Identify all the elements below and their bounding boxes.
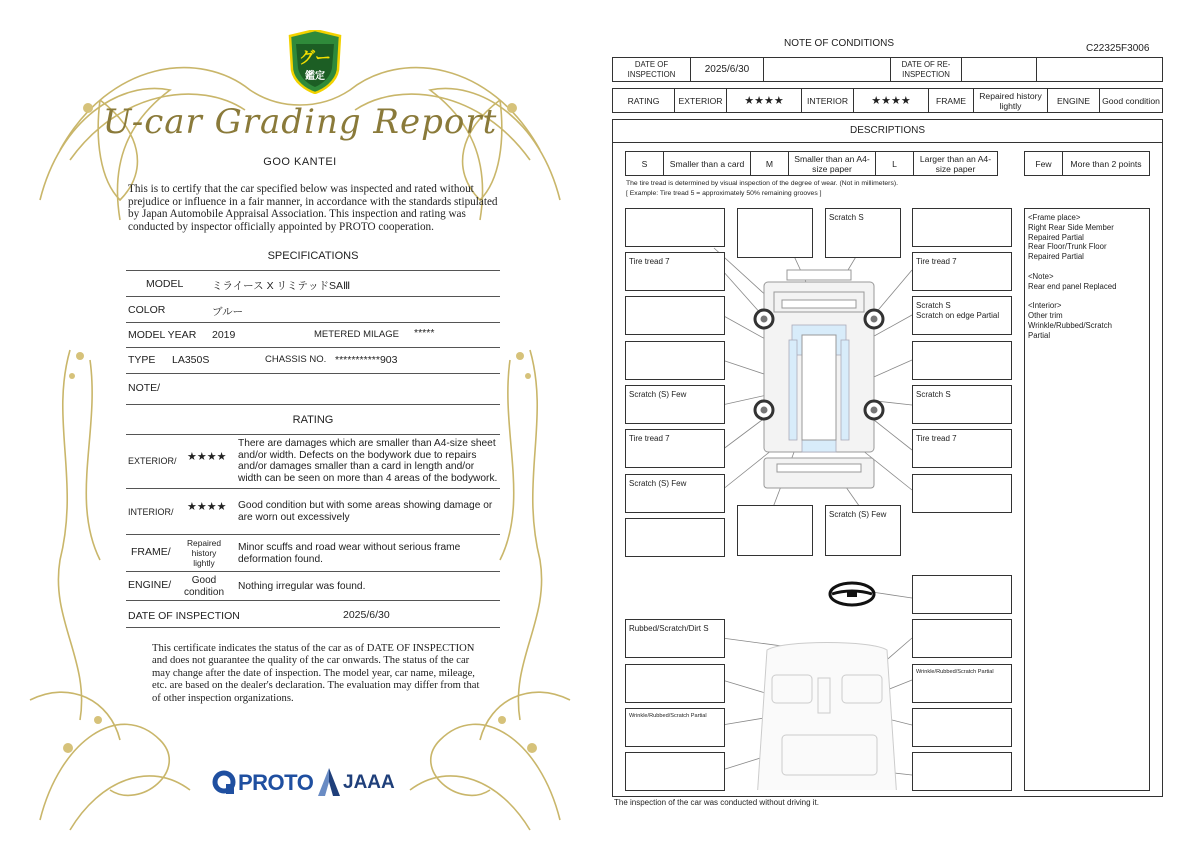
annotation-text: Tire tread 7 — [629, 257, 670, 266]
annotation-text: Tire tread 7 — [629, 434, 670, 443]
chassis-label: CHASSIS NO. — [265, 354, 327, 365]
divider — [126, 488, 500, 489]
legend-few: Few — [1025, 152, 1063, 175]
annotation-text: Wrinkle/Rubbed/Scratch Partial — [916, 669, 994, 675]
legend-l-desc: Larger than an A4-size paper — [919, 153, 992, 174]
exterior-description: There are damages which are smaller than A4-size sheet and/or width. Defects on the bodywork due to repairs and/or damages smaller than a card in length and/or width can be seen on more than 4 areas of the bodywork. — [238, 438, 498, 484]
divider — [126, 373, 500, 374]
type-value: LA350S — [172, 354, 210, 366]
color-value: ブルー — [212, 306, 244, 318]
exterior-box-right-1 — [912, 208, 1012, 247]
size-legend — [625, 151, 998, 176]
jaaa-logo-icon — [318, 768, 340, 796]
exterior-box-left-6 — [625, 429, 725, 468]
exterior-label: EXTERIOR/ — [128, 456, 177, 466]
steering-wheel-icon — [830, 583, 874, 605]
jaaa-logo: JAAA — [343, 772, 395, 793]
interior-description: Good condition but with some areas showing damage or are worn out excessively — [238, 500, 493, 523]
interior-box-right-3 — [912, 664, 1012, 703]
divider — [126, 404, 500, 405]
divider — [126, 571, 500, 572]
interior-box-right-1 — [912, 575, 1012, 614]
interior-box-left-4 — [625, 752, 725, 791]
exterior-box-left-7 — [625, 474, 725, 513]
milage-label: METERED MILAGE — [314, 329, 399, 340]
date-blank — [764, 58, 891, 81]
date-label: DATE OF INSPECTION — [128, 610, 240, 622]
note-footer: The inspection of the car was conducted without driving it. — [614, 798, 819, 807]
exterior-box-left-5 — [625, 385, 725, 424]
annotation-text: Scratch S — [916, 390, 951, 399]
annotation-text: Scratch (S) Few — [629, 390, 687, 399]
exterior-label: EXTERIOR — [675, 89, 727, 112]
tire-note-2: [ Example: Tire tread 5 = approximately 50% remaining grooves ] — [626, 190, 822, 197]
reinspection-value — [962, 58, 1037, 81]
exterior-box-left-1 — [625, 208, 725, 247]
exterior-box-left-2 — [625, 252, 725, 291]
certificate-intro: This is to certify that the car specified below was inspected and rated without prejudice or influence in a fair manner, in accordance with the standards stipulated by Japan Automobile Appraisal Association. This inspection and rating was conducted by inspector officially appointed by PROTO cooperation. — [128, 183, 498, 233]
svg-text:鑑定: 鑑定 — [305, 71, 325, 82]
divider — [126, 296, 500, 297]
remark-line: Rear end panel Replaced — [1028, 281, 1117, 291]
reinspection-label: DATE OF RE-INSPECTION — [891, 58, 962, 81]
few-legend — [1024, 151, 1150, 176]
legend-m-desc: Smaller than an A4-size paper — [789, 152, 876, 175]
interior-label: INTERIOR/ — [128, 507, 174, 517]
note-heading-remark: <Note> — [1028, 271, 1054, 281]
interior-box-right-2 — [912, 619, 1012, 658]
exterior-box-right-2 — [912, 252, 1012, 291]
annotation-text: Scratch on edge Partial — [916, 311, 1000, 320]
note-heading: NOTE OF CONDITIONS — [784, 38, 894, 49]
certificate-subtitle: GOO KANTEI — [263, 156, 337, 168]
exterior-box-left-3 — [625, 296, 725, 335]
interior-box-right-4 — [912, 708, 1012, 747]
engine-label: ENGINE/ — [128, 579, 172, 591]
rating-row — [612, 88, 1163, 113]
interior-stars: ★★★★ — [854, 89, 929, 112]
annotation-text: Wrinkle/Rubbed/Scratch Partial — [629, 713, 707, 719]
legend-m: M — [751, 152, 789, 175]
divider — [126, 534, 500, 535]
date-row — [612, 57, 1163, 82]
exterior-box-right-3 — [912, 296, 1012, 335]
exterior-box-top-1 — [737, 208, 813, 258]
date-value: 2025/6/30 — [691, 58, 764, 81]
milage-value: ***** — [414, 327, 435, 339]
model-year-value: 2019 — [212, 329, 236, 341]
remark-line: Repaired Partial — [1028, 252, 1084, 262]
divider — [126, 434, 500, 435]
specs-heading: SPECIFICATIONS — [267, 250, 359, 262]
legend-s-desc: Smaller than a card — [664, 152, 751, 175]
document-id: C22325F3006 — [1086, 43, 1150, 54]
frame-value: Repaired history lightly — [974, 89, 1048, 112]
interior-heading-remark: <Interior> — [1028, 301, 1062, 311]
tire-note-1: The tire tread is determined by visual inspection of the degree of wear. (Not in millimeters). — [626, 180, 898, 187]
annotation-text: Scratch (S) Few — [829, 510, 887, 519]
interior-box-left-1 — [625, 619, 725, 658]
divider — [126, 347, 500, 348]
frame-description: Minor scuffs and road wear without serious frame deformation found. — [238, 542, 461, 565]
legend-few-desc: More than 2 points — [1070, 158, 1142, 169]
exterior-box-left-4 — [625, 341, 725, 380]
annotation-text: Tire tread 7 — [916, 257, 957, 266]
certificate-title: U-car Grading Report — [102, 102, 498, 142]
model-label: MODEL — [146, 278, 184, 290]
rating-heading: RATING — [292, 414, 334, 426]
interior-box-left-2 — [625, 664, 725, 703]
annotation-text: Scratch (S) Few — [629, 479, 687, 488]
engine-label: ENGINE — [1048, 89, 1100, 112]
reinspection-blank — [1037, 58, 1162, 81]
annotation-text: Tire tread 7 — [916, 434, 957, 443]
interior-label: INTERIOR — [802, 89, 854, 112]
divider — [126, 600, 500, 601]
date-label: DATE OF INSPECTION — [613, 58, 691, 81]
divider — [126, 270, 500, 271]
model-value: ミライース X リミテッドSAⅢ — [212, 280, 351, 292]
chassis-value: ***********903 — [335, 354, 398, 366]
legend-s: S — [626, 152, 664, 175]
exterior-box-bottom-1 — [737, 505, 813, 556]
remark-line: Other trim — [1028, 310, 1063, 320]
exterior-box-right-5 — [912, 385, 1012, 424]
exterior-box-right-6 — [912, 429, 1012, 468]
goo-kantei-badge-icon — [286, 30, 344, 94]
remark-line: Repaired Partial — [1028, 232, 1084, 242]
annotation-text: Scratch S — [916, 301, 951, 310]
svg-text:グー: グー — [298, 48, 332, 67]
exterior-stars: ★★★★ — [187, 451, 227, 463]
interior-box-right-5 — [912, 752, 1012, 791]
frame-label: FRAME — [929, 89, 974, 112]
exterior-box-left-8 — [625, 518, 725, 557]
color-label: COLOR — [128, 304, 166, 316]
frame-place-heading: <Frame place> — [1028, 213, 1081, 222]
note-label: NOTE/ — [128, 382, 161, 394]
remark-line: Rear Floor/Trunk Floor — [1028, 242, 1107, 252]
exterior-stars: ★★★★ — [727, 89, 802, 112]
remark-line: Partial — [1028, 330, 1051, 340]
remark-line: Right Rear Side Member — [1028, 222, 1114, 232]
exterior-box-bottom-2 — [825, 505, 901, 556]
divider — [126, 627, 500, 628]
divider — [126, 322, 500, 323]
remarks-panel — [1024, 208, 1150, 791]
proto-logo: PROTO — [238, 770, 314, 795]
interior-box-left-3 — [625, 708, 725, 747]
exterior-box-right-4 — [912, 341, 1012, 380]
exterior-box-top-2 — [825, 208, 901, 258]
legend-l: L — [876, 152, 914, 175]
annotation-text: Rubbed/Scratch/Dirt S — [629, 624, 709, 633]
note-of-conditions — [600, 0, 1200, 848]
certificate-footer: This certificate indicates the status of the car as of DATE OF INSPECTION and does not guarantee the quality of the car onwards. The status of the car may change after the date of inspection. The model year, car name, mileage, etc. are based on the dealer's declaration. The evaluation may differ from that of other inspection organizations. — [152, 643, 480, 704]
engine-value: Good condition — [1102, 95, 1160, 106]
interior-stars: ★★★★ — [187, 501, 227, 513]
model-year-label: MODEL YEAR — [128, 329, 197, 341]
frame-label: FRAME/ — [131, 546, 171, 558]
exterior-box-right-7 — [912, 474, 1012, 513]
engine-value: Good condition — [183, 575, 225, 598]
rating-label: RATING — [613, 89, 675, 112]
descriptions-heading: DESCRIPTIONS — [612, 119, 1163, 143]
type-label: TYPE — [128, 354, 156, 366]
date-value: 2025/6/30 — [343, 609, 390, 621]
annotation-text: Scratch S — [829, 213, 864, 222]
frame-value: Repaired history lightly — [187, 538, 221, 568]
proto-logo-icon — [212, 770, 236, 796]
remark-line: Wrinkle/Rubbed/Scratch — [1028, 320, 1112, 330]
engine-description: Nothing irregular was found. — [238, 581, 366, 592]
